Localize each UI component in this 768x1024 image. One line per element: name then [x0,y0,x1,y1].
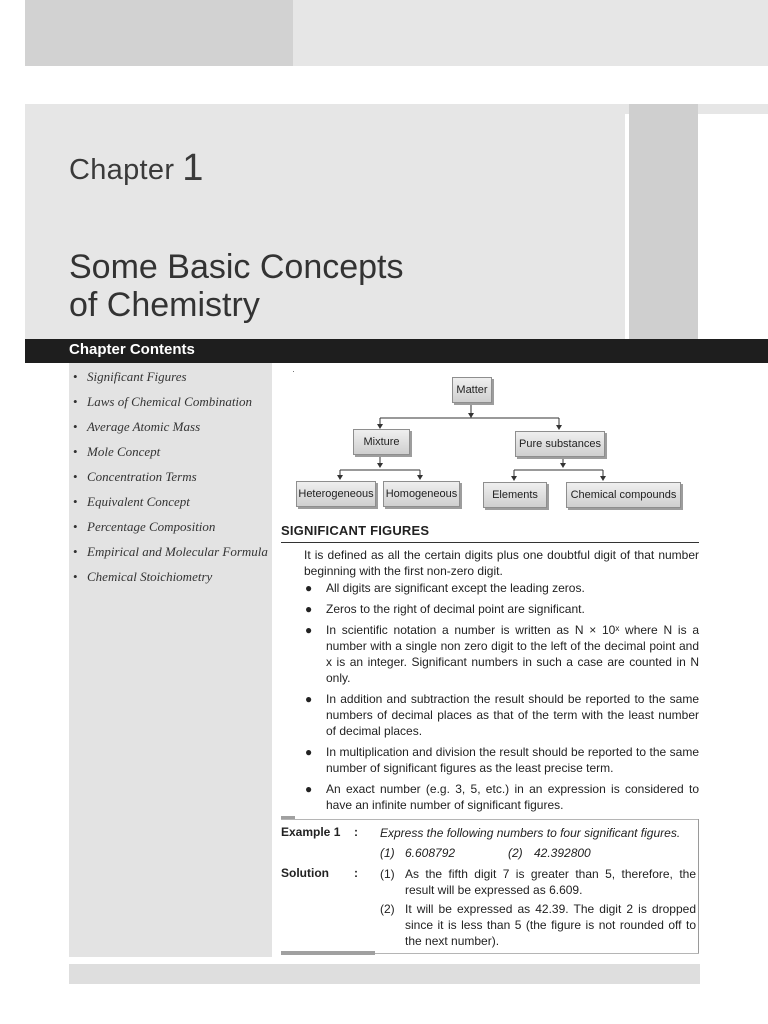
bullet-icon: ● [305,602,313,616]
bullet-icon: • [73,394,78,409]
solution-step-text: It will be expressed as 42.39. The digit 2 is dropped since it is less than 5 (the figure is not rounded off to the next number). [405,902,696,948]
bullet-icon: • [73,519,78,534]
example-part-value: 42.392800 [534,846,591,860]
chapter-title-line-2: of Chemistry [69,286,260,324]
contents-item-label: Equivalent Concept [87,494,190,509]
node-matter: Matter [452,377,492,403]
section-intro: It is defined as all the certain digits plus one doubtful digit of that number beginning with the first non-zero digit. [304,548,699,578]
bullet-icon: ● [305,692,313,706]
example-colon: : [354,825,358,839]
solution-step-text: As the fifth digit 7 is greater than 5, therefore, the result will be expressed as 6.609. [405,867,696,897]
example-question: Express the following numbers to four significant figures. [380,826,681,840]
bullet-icon: • [73,444,78,459]
bullet-icon: • [73,419,78,434]
bullet-icon: • [73,469,78,484]
bullet-icon: • [73,369,78,384]
chapter-title-line-1: Some Basic Concepts [69,248,404,286]
contents-item-label: Chemical Stoichiometry [87,569,213,584]
list-item [304,691,699,739]
node-heterogeneous: Heterogeneous [296,481,376,507]
node-mixture: Mixture [353,429,410,455]
solution-step-num: (1) [380,867,395,881]
bullet-icon: • [73,494,78,509]
node-chemical-compounds: Chemical compounds [566,482,681,508]
contents-item-label: Percentage Composition [87,519,216,534]
chapter-contents-title: Chapter Contents [69,341,195,358]
example-part-num: (1) [380,846,395,860]
solution-step [380,901,696,949]
section-rule [281,542,699,543]
chapter-number: 1 [182,147,204,189]
list-item [304,744,699,776]
bullet-icon: ● [305,782,313,796]
example-part-value: 6.608792 [405,846,456,860]
list-item-text: In multiplication and division the result should be reported to the same number of significant figures as the least precise term. [326,745,699,775]
section-bullets [304,580,699,818]
contents-item-label: Laws of Chemical Combination [87,394,253,409]
bottom-band [69,964,700,984]
list-item-text: Zeros to the right of decimal point are significant. [326,602,585,616]
node-elements: Elements [483,482,547,508]
example-bottom-mark [281,951,375,955]
contents-item-label: Empirical and Molecular Formula [87,544,268,559]
list-item-text: In addition and subtraction the result should be reported to the same numbers of decimal places as that of the term with the least number of decimal places. [326,692,699,738]
node-pure-substances: Pure substances [515,431,605,457]
solution-label: Solution [281,866,329,880]
example-part-num: (2) [508,846,523,860]
contents-item-label: Average Atomic Mass [87,419,201,434]
section-heading: SIGNIFICANT FIGURES [281,523,430,538]
solution-step-num: (2) [380,902,395,916]
list-item [304,580,699,596]
bullet-icon: ● [305,623,313,637]
list-item-text: All digits are significant except the leading zeros. [326,581,585,595]
solution-step [380,866,696,898]
example-top-rule [281,819,699,820]
example-bottom-rule [375,953,699,954]
bullet-icon: ● [305,581,313,595]
example-right-rule [698,819,699,954]
list-item-text: In scientific notation a number is written as N × 10ˣ where N is a number with a single non zero digit to the left of the decimal point and x is an integer. Significant numbers in such a case are counted in N only. [326,623,699,685]
example-label: Example 1 [281,825,341,839]
chapter-word: Chapter [69,154,175,186]
contents-item-label: Mole Concept [87,444,161,459]
list-item [304,601,699,617]
bullet-icon: ● [305,745,313,759]
bullet-icon: • [73,544,78,559]
solution-colon: : [354,866,358,880]
list-item [304,781,699,813]
contents-item-label: Concentration Terms [87,469,197,484]
list-item-text: An exact number (e.g. 3, 5, etc.) in an expression is considered to have an infinite number of significant figures. [326,782,699,812]
contents-item-label: Significant Figures [87,369,187,384]
node-homogeneous: Homogeneous [383,481,460,507]
list-item [304,622,699,686]
bullet-icon: • [73,569,78,584]
